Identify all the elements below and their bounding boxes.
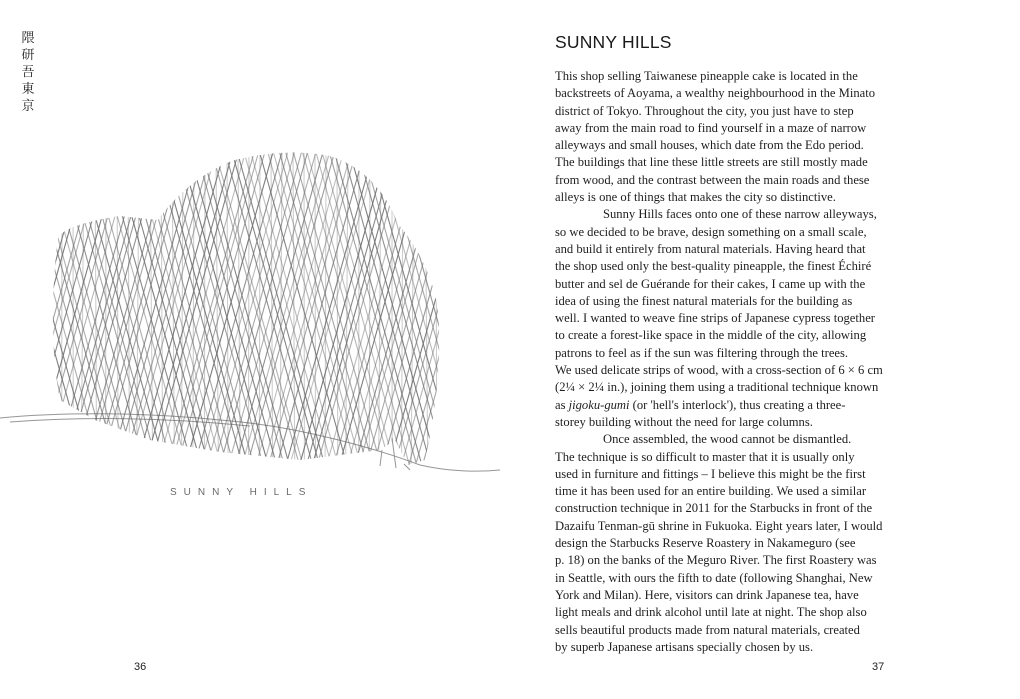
text-line: the shop used only the best-quality pineapple, the finest Échiré	[555, 259, 872, 274]
text-line: from wood, and the contrast between the main roads and these	[555, 172, 870, 187]
paragraph	[555, 206, 901, 431]
text-line: light meals and drink alcohol until late at night. The shop also	[555, 605, 867, 620]
article-body	[555, 68, 901, 656]
text-line: Sunny Hills faces onto one of these narrow alleyways,	[603, 207, 877, 222]
text-line: well. I wanted to weave fine strips of Japanese cypress together	[555, 311, 875, 326]
text-line: alleyways and small houses, which date from the Edo period.	[555, 138, 864, 153]
page-number-right: 37	[872, 661, 885, 673]
text-line: York and Milan). Here, visitors can drink Japanese tea, have	[555, 587, 859, 602]
vertical-title-char: 吾	[21, 65, 35, 80]
text-line: to create a forest-like space in the middle of the city, allowing	[555, 328, 867, 343]
text-line: butter and sel de Guérande for their cakes, I came up with the	[555, 276, 866, 291]
text-line: district of Tokyo. Throughout the city, you just have to step	[555, 103, 854, 118]
text-line: We used delicate strips of wood, with a cross-section of 6 × 6 cm	[555, 363, 883, 378]
pencil-sketch-illustration	[0, 120, 510, 520]
text-line: Once assembled, the wood cannot be dismantled.	[603, 432, 852, 447]
right-page	[510, 0, 1020, 699]
vertical-title-char: 東	[21, 82, 35, 97]
text-line: sells beautiful products made from natural materials, created	[555, 622, 860, 637]
text-line: construction technique in 2011 for the Starbucks in front of the	[555, 501, 873, 516]
text-line: The buildings that line these little streets are still mostly made	[555, 155, 868, 170]
text-line: in Seattle, with ours the fifth to date (following Shanghai, New	[555, 570, 873, 585]
text-line: away from the main road to find yourself in a maze of narrow	[555, 120, 867, 135]
text-line: patrons to feel as if the sun was filtering through the trees.	[555, 345, 849, 360]
text-line: as jigoku-gumi (or 'hell's interlock'), thus creating a three-	[555, 397, 846, 412]
text-line: by superb Japanese artisans specially chosen by us.	[555, 639, 814, 654]
article-title: SUNNY HILLS	[555, 32, 672, 52]
vertical-title-char: 研	[21, 48, 35, 63]
text-line: This shop selling Taiwanese pineapple cake is located in the	[555, 69, 858, 83]
text-line: so we decided to be brave, design something on a small scale,	[555, 224, 867, 239]
text-line: The technique is so difficult to master that it is usually only	[555, 449, 855, 464]
text-line: (2¼ × 2¼ in.), joining them using a traditional technique known	[555, 380, 879, 395]
text-line: alleys is one of things that makes the city so distinctive.	[555, 190, 836, 205]
text-line: used in furniture and fittings – I believe this might be the first	[555, 466, 866, 481]
text-line: storey building without the need for large columns.	[555, 414, 813, 429]
paragraph	[555, 68, 901, 206]
text-line: time it has been used for an entire building. We used a similar	[555, 484, 867, 499]
page-number-left: 36	[134, 661, 147, 673]
text-line: p. 18) on the banks of the Meguro River. The first Roastery was	[555, 553, 877, 568]
paragraph	[555, 431, 901, 656]
text-line: idea of using the finest natural materials for the building as	[555, 293, 853, 308]
text-line: backstreets of Aoyama, a wealthy neighbourhood in the Minato	[555, 86, 876, 101]
text-line: design the Starbucks Reserve Roastery in Nakameguro (see	[555, 536, 856, 551]
text-line: Dazaifu Tenman-gū shrine in Fukuoka. Eight years later, I would	[555, 518, 883, 533]
sketch-caption: SUNNY HILLS	[170, 487, 313, 498]
vertical-title	[19, 30, 37, 115]
vertical-title-char: 隈	[21, 31, 35, 46]
vertical-title-char: 京	[21, 99, 35, 114]
text-line: and build it entirely from natural materials. Having heard that	[555, 241, 866, 256]
